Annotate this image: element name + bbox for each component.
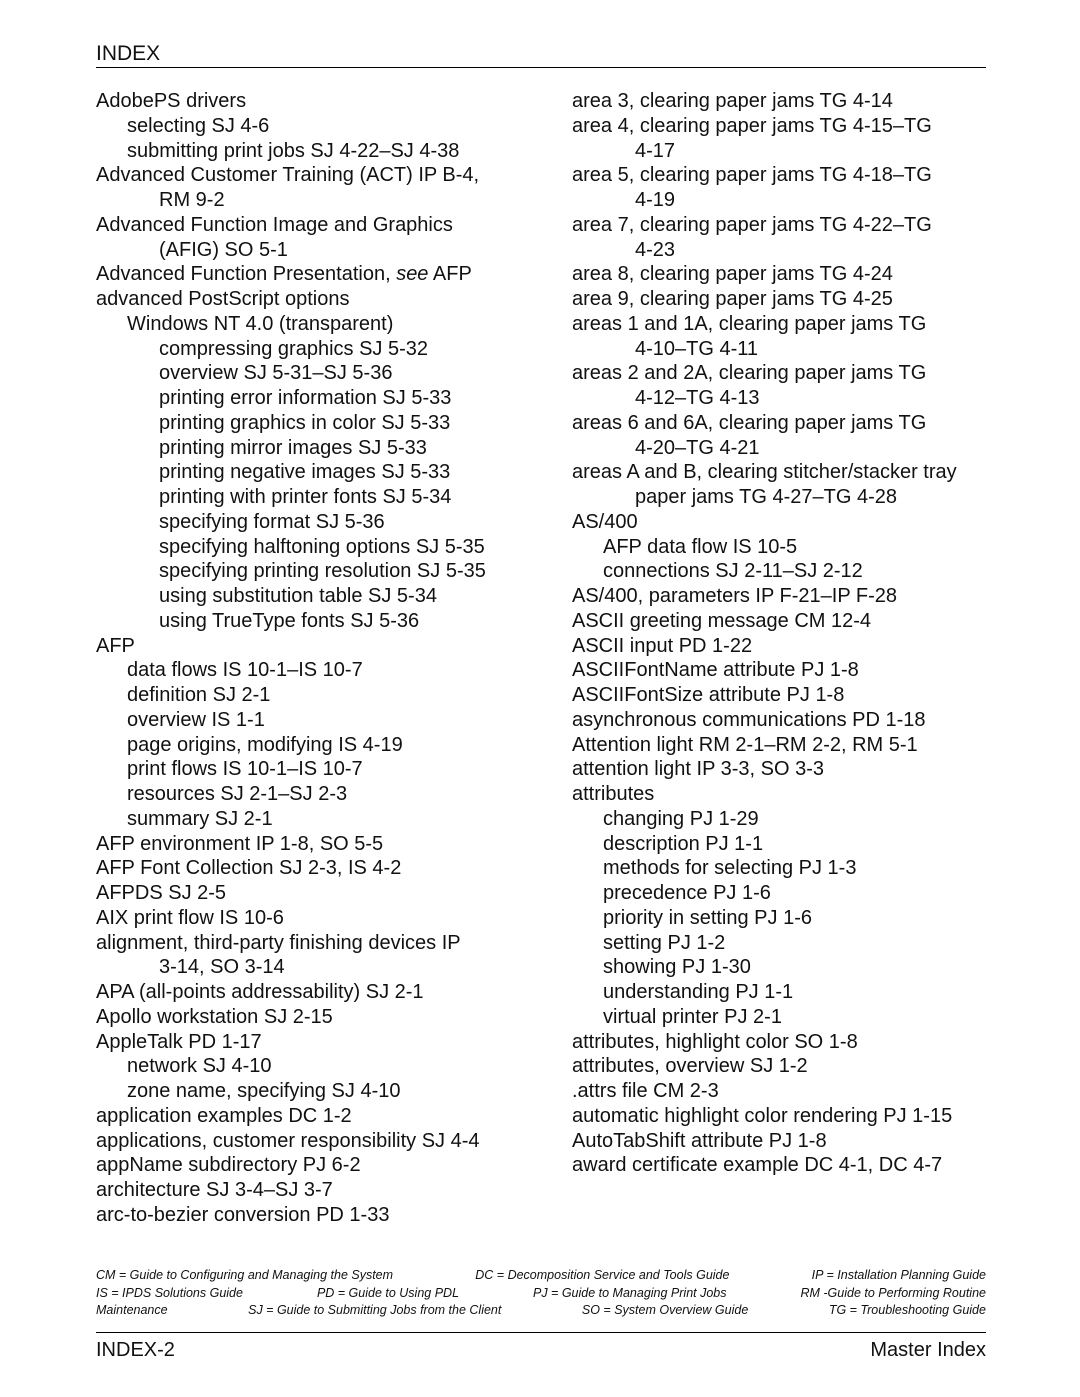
index-entry: understanding PJ 1-1 <box>603 981 794 1003</box>
index-column-right <box>572 89 992 1178</box>
index-entry: alignment, third-party finishing devices IP <box>96 931 461 954</box>
index-entry: data flows IS 10-1–IS 10-7 <box>127 659 363 682</box>
index-entry: arc-to-bezier conversion PD 1-33 <box>96 1203 390 1226</box>
legend-item: SJ = Guide to Submitting Jobs from the Client <box>248 1303 502 1317</box>
index-entry: 4-17 <box>635 139 676 162</box>
index-entry: selecting SJ 4-6 <box>127 114 270 137</box>
legend-item: Maintenance <box>96 1303 168 1317</box>
index-entry: asynchronous communications PD 1-18 <box>572 708 926 731</box>
index-entry: area 9, clearing paper jams TG 4-25 <box>572 288 893 310</box>
index-entry: using substitution table SJ 5-34 <box>159 585 437 607</box>
index-entry: overview IS 1-1 <box>127 708 265 731</box>
index-entry: AFP data flow IS 10-5 <box>603 535 798 558</box>
index-entry: changing PJ 1-29 <box>603 807 759 830</box>
index-entry: areas 1 and 1A, clearing paper jams TG <box>572 312 927 335</box>
index-entry: printing negative images SJ 5-33 <box>159 461 451 484</box>
index-entry: page origins, modifying IS 4-19 <box>127 733 403 756</box>
index-entry: specifying halftoning options SJ 5-35 <box>159 535 485 558</box>
index-entry: award certificate example DC 4-1, DC 4-7 <box>572 1154 943 1177</box>
index-entry: precedence PJ 1-6 <box>603 882 771 904</box>
legend-item: PJ = Guide to Managing Print Jobs <box>533 1285 727 1300</box>
legend-item: IS = IPDS Solutions Guide <box>96 1285 243 1300</box>
index-entry: area 7, clearing paper jams TG 4-22–TG <box>572 213 932 236</box>
index-entry: description PJ 1-1 <box>603 832 764 855</box>
page-footer <box>96 1332 986 1365</box>
index-entry: specifying printing resolution SJ 5-35 <box>159 560 486 583</box>
index-entry: AFP Font Collection SJ 2-3, IS 4-2 <box>96 857 402 880</box>
index-entry: RM 9-2 <box>159 189 225 211</box>
index-entry: area 3, clearing paper jams TG 4-14 <box>572 90 893 112</box>
index-entry: architecture SJ 3-4–SJ 3-7 <box>96 1179 333 1201</box>
index-entry: Attention light RM 2-1–RM 2-2, RM 5-1 <box>572 733 918 756</box>
index-entry: area 8, clearing paper jams TG 4-24 <box>572 263 893 286</box>
index-entry: definition SJ 2-1 <box>127 684 271 706</box>
index-entry: ASCII greeting message CM 12-4 <box>572 609 872 632</box>
index-entry: overview SJ 5-31–SJ 5-36 <box>159 362 393 385</box>
index-entry: virtual printer PJ 2-1 <box>603 1005 782 1028</box>
legend-row <box>96 1302 986 1320</box>
index-entry: AutoTabShift attribute PJ 1-8 <box>572 1129 827 1152</box>
index-entry: methods for selecting PJ 1-3 <box>603 857 857 880</box>
index-entry: areas A and B, clearing stitcher/stacker tray <box>572 461 957 484</box>
page-number: INDEX-2 <box>96 1339 175 1361</box>
index-entry: attributes, highlight color SO 1-8 <box>572 1030 858 1053</box>
index-entry: automatic highlight color rendering PJ 1-15 <box>572 1104 953 1127</box>
index-entry: 4-12–TG 4-13 <box>635 387 760 409</box>
index-entry: applications, customer responsibility SJ 4-4 <box>96 1129 480 1152</box>
index-entry: Windows NT 4.0 (transparent) <box>127 312 394 335</box>
index-entry: compressing graphics SJ 5-32 <box>159 337 429 360</box>
index-entry: connections SJ 2-11–SJ 2-12 <box>603 560 863 583</box>
index-entry: Advanced Customer Training (ACT) IP B-4, <box>96 164 480 187</box>
index-entry: ASCII input PD 1-22 <box>572 634 753 657</box>
index-entry: AS/400, parameters IP F-21–IP F-28 <box>572 585 897 607</box>
legend-row <box>96 1285 986 1303</box>
legend-item: IP = Installation Planning Guide <box>811 1268 986 1282</box>
page-title: INDEX <box>96 42 161 65</box>
index-entry: AppleTalk PD 1-17 <box>96 1030 262 1053</box>
index-entry: showing PJ 1-30 <box>603 956 751 979</box>
index-entry: submitting print jobs SJ 4-22–SJ 4-38 <box>127 139 460 162</box>
index-entry: AFP <box>96 634 135 657</box>
legend-item: TG = Troubleshooting Guide <box>828 1303 986 1317</box>
index-entry: application examples DC 1-2 <box>96 1104 352 1127</box>
section-title: Master Index <box>870 1339 986 1361</box>
index-entry: printing with printer fonts SJ 5-34 <box>159 486 452 508</box>
index-entry: appName subdirectory PJ 6-2 <box>96 1154 361 1177</box>
legend-item: CM = Guide to Configuring and Managing the System <box>96 1268 394 1282</box>
index-entry: attributes, overview SJ 1-2 <box>572 1055 808 1078</box>
index-entry: AdobePS drivers <box>96 90 247 112</box>
index-entry: AIX print flow IS 10-6 <box>96 906 284 929</box>
index-entry: priority in setting PJ 1-6 <box>603 906 812 929</box>
index-entry: APA (all-points addressability) SJ 2-1 <box>96 981 424 1003</box>
legend-item: RM -Guide to Performing Routine <box>800 1285 986 1300</box>
index-entry: print flows IS 10-1–IS 10-7 <box>127 758 363 781</box>
index-entry: summary SJ 2-1 <box>127 807 273 830</box>
legend-item: DC = Decomposition Service and Tools Guide <box>475 1268 730 1282</box>
index-entry: areas 6 and 6A, clearing paper jams TG <box>572 411 927 434</box>
index-entry: network SJ 4-10 <box>127 1055 272 1078</box>
index-entry: Apollo workstation SJ 2-15 <box>96 1005 333 1028</box>
index-entry: (AFIG) SO 5-1 <box>159 238 288 261</box>
index-entry: using TrueType fonts SJ 5-36 <box>159 609 420 632</box>
index-entry: specifying format SJ 5-36 <box>159 510 385 533</box>
abbreviation-legend <box>96 1267 986 1320</box>
index-entry: printing mirror images SJ 5-33 <box>159 436 427 459</box>
index-entry: paper jams TG 4-27–TG 4-28 <box>635 486 897 508</box>
index-entry: .attrs file CM 2-3 <box>572 1080 719 1102</box>
index-entry: resources SJ 2-1–SJ 2-3 <box>127 783 348 805</box>
index-entry: attention light IP 3-3, SO 3-3 <box>572 758 825 781</box>
index-entry: attributes <box>572 783 655 805</box>
index-entry: AFP environment IP 1-8, SO 5-5 <box>96 832 384 855</box>
index-entry: Advanced Function Image and Graphics <box>96 213 453 236</box>
see-reference: see <box>396 263 429 286</box>
index-entry: area 4, clearing paper jams TG 4-15–TG <box>572 114 932 137</box>
index-entry: areas 2 and 2A, clearing paper jams TG <box>572 362 927 385</box>
index-entry: ASCIIFontSize attribute PJ 1-8 <box>572 684 845 706</box>
index-entry: 3-14, SO 3-14 <box>159 956 285 979</box>
index-entry: setting PJ 1-2 <box>603 931 726 954</box>
index-entry: ASCIIFontName attribute PJ 1-8 <box>572 659 859 682</box>
index-entry: 4-19 <box>635 189 676 211</box>
index-entry: AFPDS SJ 2-5 <box>96 882 227 904</box>
index-entry: printing graphics in color SJ 5-33 <box>159 411 451 434</box>
page-header <box>96 42 986 68</box>
legend-item: PD = Guide to Using PDL <box>316 1285 460 1300</box>
index-entry: zone name, specifying SJ 4-10 <box>127 1080 401 1102</box>
index-entry: 4-20–TG 4-21 <box>635 436 760 459</box>
index-entry: Advanced Function Presentation, see AFP <box>96 263 472 286</box>
index-column-left <box>96 89 546 1228</box>
index-entry: 4-23 <box>635 238 676 261</box>
legend-row <box>96 1267 986 1285</box>
index-entry: printing error information SJ 5-33 <box>159 387 452 409</box>
index-entry: AS/400 <box>572 510 638 533</box>
index-entry: area 5, clearing paper jams TG 4-18–TG <box>572 164 932 187</box>
legend-item: SO = System Overview Guide <box>581 1303 749 1317</box>
index-entry: advanced PostScript options <box>96 288 350 310</box>
index-entry: 4-10–TG 4-11 <box>635 337 759 360</box>
